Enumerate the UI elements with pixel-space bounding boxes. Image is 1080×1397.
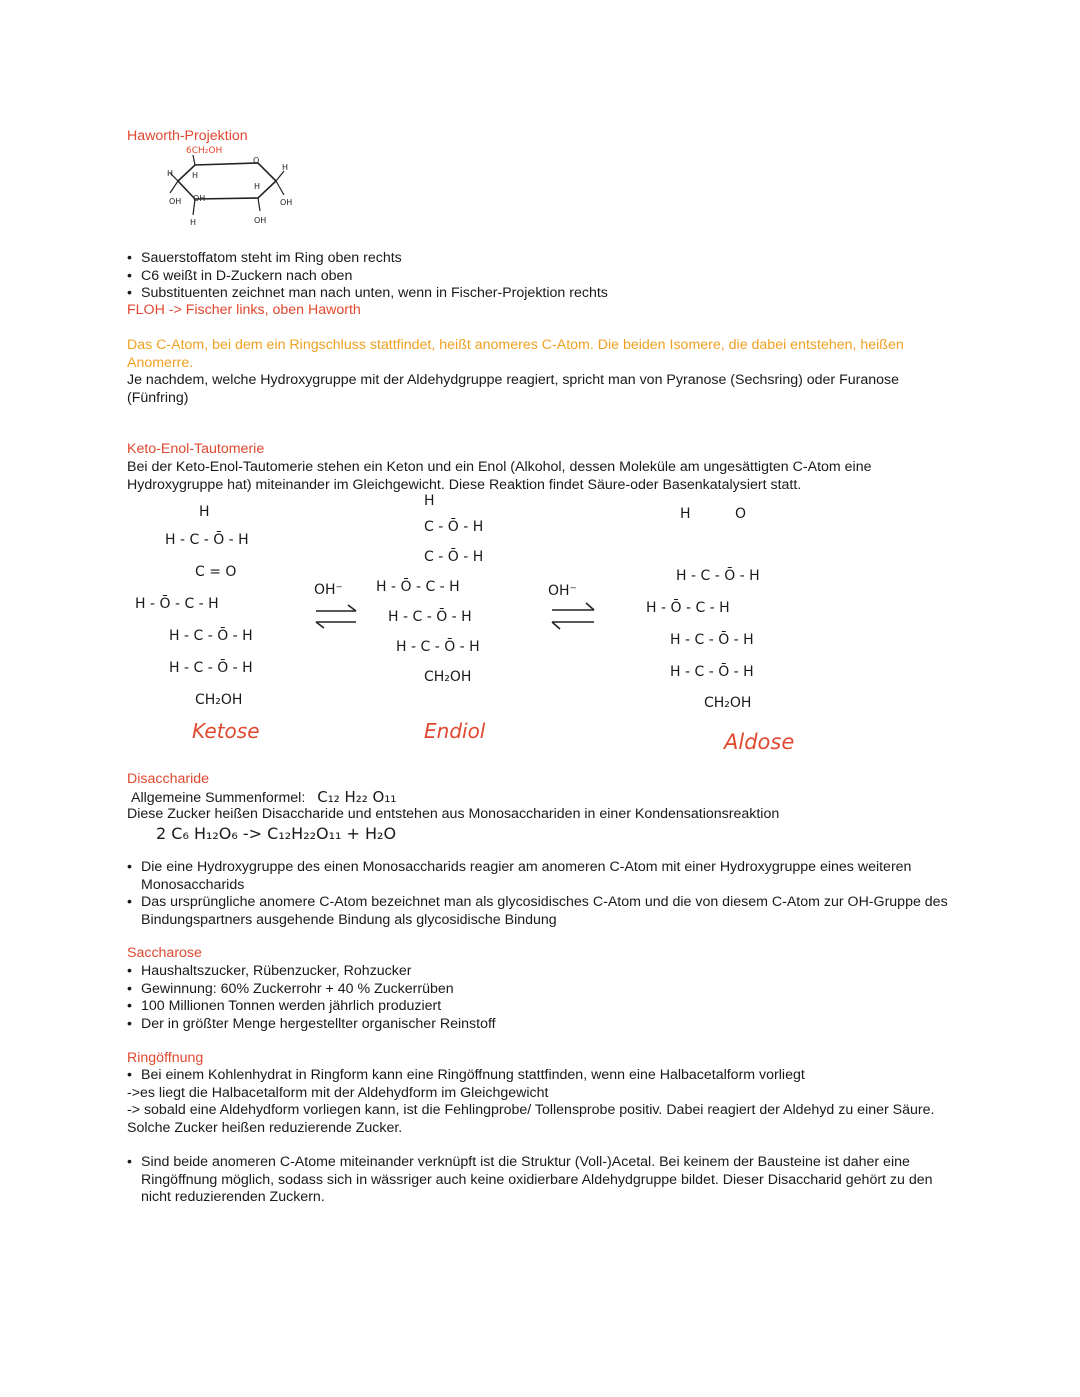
keto-enol-text: Bei der Keto-Enol-Tautomerie stehen ein Keton und ein Enol (Alkohol, dessen Moleküle am ungesättigten C-Atom eine Hydroxygruppe hat) miteinander im Gleichgewicht. Diese Reaktion findet Säure-oder Basenkatalysiert statt. xyxy=(127,459,872,493)
list-item: • C6 weißt in D-Zuckern nach oben xyxy=(127,268,977,286)
haworth-h-right: H xyxy=(282,163,289,172)
keto-enol-title: Keto-Enol-Tautomerie xyxy=(127,441,265,457)
aldose-o: O xyxy=(734,506,747,522)
haworth-ring-drawing xyxy=(160,143,310,233)
list-item: • Sind beide anomeren C-Atome miteinander verknüpft ist die Struktur (Voll-)Acetal. Bei keinem der Bausteine ist daher eine Ringöffnung möglich, sodass sich in wässriger auch keine oxidierbare Aldehydgruppe bildet. Dieser Disaccharid gehört zu den nicht reduzierenden Zuckern. xyxy=(127,1154,947,1207)
ketose-line: H xyxy=(199,504,210,520)
ketose-line: H - C - Ō - H xyxy=(169,660,253,676)
equilibrium-arrow-1-label: OH⁻ xyxy=(314,582,343,598)
formula-value: C₁₂ H₂₂ O₁₁ xyxy=(317,788,397,806)
list-item: • 100 Millionen Tonnen werden jährlich produziert xyxy=(127,998,947,1016)
endiol-line: CH₂OH xyxy=(424,669,472,685)
aldose-h: H xyxy=(680,506,691,522)
endiol-line: C - Ō - H xyxy=(424,519,484,535)
list-item: • Substituenten zeichnet man nach unten, wenn in Fischer-Projektion rechts xyxy=(127,285,977,303)
list-item: • Die eine Hydroxygruppe des einen Monosaccharids reagier am anomeren C-Atom mit einer Hydroxygruppe eines weiteren Monosaccharids xyxy=(127,859,957,894)
ketose-line: H - Ō - C - H xyxy=(135,596,219,612)
list-item: • Der in größter Menge hergestellter organischer Reinstoff xyxy=(127,1016,947,1034)
haworth-oh-mid: OH xyxy=(193,194,206,203)
aldose-line: H - Ō - C - H xyxy=(646,600,730,616)
ketose-line: H - C - Ō - H xyxy=(169,628,253,644)
list-item: • Haushaltszucker, Rübenzucker, Rohzucker xyxy=(127,963,947,981)
haworth-h-top: H xyxy=(192,171,199,180)
formula-label: Allgemeine Summenformel: xyxy=(131,790,306,806)
ring-line-2: ->es liegt die Halbacetalform mit der Aldehydform im Gleichgewicht xyxy=(127,1085,549,1101)
ketose-structure xyxy=(135,500,285,716)
haworth-h-mid: H xyxy=(254,182,261,191)
saccharose-bullets xyxy=(127,963,947,1033)
endiol-line: H - C - Ō - H xyxy=(396,639,480,655)
ring-bullet-1 xyxy=(127,1067,947,1085)
list-item: • Bei einem Kohlenhydrat in Ringform kann eine Ringöffnung stattfinden, wenn eine Halbacetalform vorliegt xyxy=(127,1067,947,1085)
equilibrium-arrow-1 xyxy=(312,602,360,632)
anomer-definition: Das C-Atom, bei dem ein Ringschluss stattfindet, heißt anomeres C-Atom. Die beiden Isomere, die dabei entstehen, heißen Anomerre. xyxy=(127,337,904,371)
saccharose-title: Saccharose xyxy=(127,945,202,961)
haworth-h-bottom: H xyxy=(190,218,197,227)
aldose-line xyxy=(646,502,836,526)
haworth-c6-label: 6CH₂OH xyxy=(186,146,223,156)
list-item: • Das ursprüngliche anomere C-Atom bezeichnet man als glycosidisches C-Atom und die von diesem C-Atom zur OH-Gruppe des Bindungspartners ausgehende Bindung als glycosidische Bindung xyxy=(127,894,957,929)
aldose-label: Aldose xyxy=(724,730,795,754)
ring-bullet-2 xyxy=(127,1154,947,1207)
endiol-line: H - Ō - C - H xyxy=(376,579,460,595)
haworth-oh-right: OH xyxy=(280,198,293,207)
pyranose-furanose-text: Je nachdem, welche Hydroxygruppe mit der Aldehydgruppe reagiert, spricht man von Pyranose (Sechsring) oder Furanose (Fünfring) xyxy=(127,372,900,406)
ketose-line: H - C - Ō - H xyxy=(165,532,249,548)
disaccharide-title: Disaccharide xyxy=(127,771,210,787)
aldose-line: H - C - Ō - H xyxy=(670,664,754,680)
list-item: • Sauerstoffatom steht im Ring oben rechts xyxy=(127,250,977,268)
aldose-line: H - C - Ō - H xyxy=(676,568,760,584)
haworth-bullets xyxy=(127,250,977,303)
aldose-line: CH₂OH xyxy=(704,695,752,711)
equilibrium-arrow-2-label: OH⁻ xyxy=(548,583,577,599)
haworth-oh-left: OH xyxy=(169,197,182,206)
floh-rule: FLOH -> Fischer links, oben Haworth xyxy=(127,302,361,318)
aldose-structure xyxy=(646,502,836,718)
aldose-line: H - C - Ō - H xyxy=(670,632,754,648)
endiol-line: H - C - Ō - H xyxy=(388,609,472,625)
endiol-line: H xyxy=(424,493,435,509)
endiol-line: C - Ō - H xyxy=(424,549,484,565)
formula-row xyxy=(131,789,396,808)
equilibrium-arrow-2 xyxy=(548,600,600,632)
haworth-o-ring: O xyxy=(253,156,260,165)
endiol-structure xyxy=(372,490,532,692)
endiol-label: Endiol xyxy=(424,719,486,743)
haworth-h-left: H xyxy=(167,169,174,178)
haworth-oh-bottom: OH xyxy=(254,216,267,225)
disaccharide-bullets xyxy=(127,859,957,929)
ketose-label: Ketose xyxy=(192,719,260,743)
disaccharide-text: Diese Zucker heißen Disaccharide und entstehen aus Monosacchariden in einer Kondensationsreaktion xyxy=(127,806,780,822)
ring-line-3: -> sobald eine Aldehydform vorliegen kann, ist die Fehlingprobe/ Tollensprobe positiv. Dabei reagiert der Aldehyd zu einer Säure. Solche Zucker heißen reduzierende Zucker. xyxy=(127,1102,935,1136)
condensation-equation: 2 C₆ H₁₂O₆ -> C₁₂H₂₂O₁₁ + H₂O xyxy=(156,824,397,843)
ketose-line: C = O xyxy=(195,564,237,580)
list-item: • Gewinnung: 60% Zuckerrohr + 40 % Zuckerrüben xyxy=(127,981,947,999)
haworth-title: Haworth-Projektion xyxy=(127,128,248,144)
ring-opening-title: Ringöffnung xyxy=(127,1050,204,1066)
ketose-line: CH₂OH xyxy=(195,692,243,708)
